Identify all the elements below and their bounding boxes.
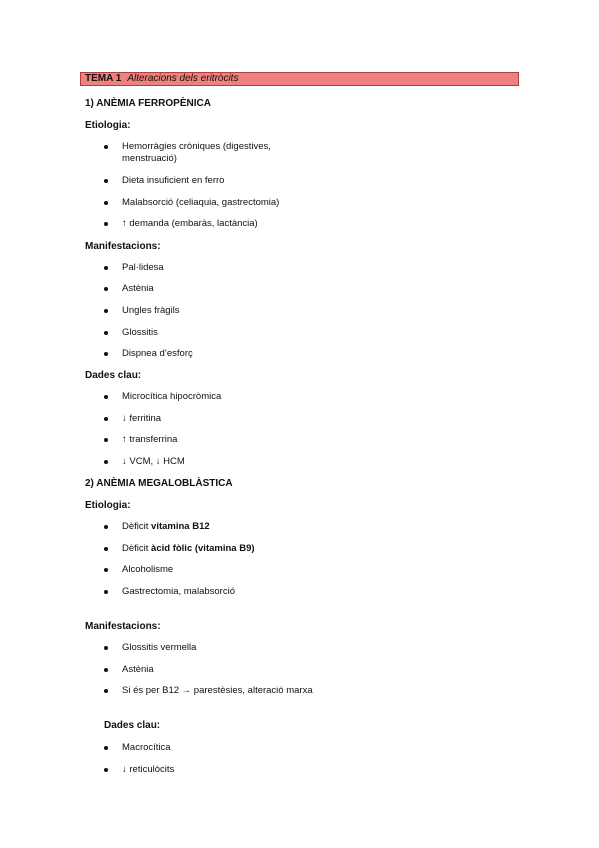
bullet-icon <box>104 145 108 149</box>
bullet-icon <box>104 689 108 693</box>
bullet-icon <box>104 768 108 772</box>
manifestacions-label: Manifestacions: <box>85 621 161 632</box>
bullet-icon <box>104 309 108 313</box>
bullet-icon <box>104 417 108 421</box>
bullet-icon <box>104 547 108 551</box>
bullet-icon <box>104 668 108 672</box>
bullet-icon <box>104 287 108 291</box>
bullet-icon <box>104 568 108 572</box>
document-page: TEMA 1 Alteracions dels eritròcits 1) ANÈMIA FERROPÈNICA Etiologia: Hemorràgies cròniques (digestives, menstruació) Dieta insuficient en ferro Malabsorció (celiaquia, gastrectomia) ↑ demanda (embaràs, lactància) Manifestacions: Pal·lidesa Astènia Ungles fràgils Glossitis Dispnea d’esforç Dades clau: Microcítica hipocròmica ↓ ferritina ↑ transferrina ↓ VCM, ↓ HCM 2) ANÈMIA MEGALOBLÀSTICA Etiologia: Dèficit vitamina B12 Dèficit àcid fòlic (vitamina B9) Alcoholisme Gastrectomia, malabsorció Manifestacions: Glossitis vermella Astènia Si és per B12 → parestèsies, alteració marxa Dades clau: Macrocítica ↓ reticulòcits <box>0 0 599 848</box>
bullet-icon <box>104 179 108 183</box>
etiologia-label: Etiologia: <box>85 500 131 511</box>
bullet-icon <box>104 525 108 529</box>
bullet-icon <box>104 438 108 442</box>
manifestacions-label: Manifestacions: <box>85 241 161 252</box>
bullet-icon <box>104 646 108 650</box>
bullet-icon <box>104 201 108 205</box>
bullet-icon <box>104 222 108 226</box>
etiologia-label: Etiologia: <box>85 120 131 131</box>
section-heading-megaloblastica: 2) ANÈMIA MEGALOBLÀSTICA <box>85 478 233 489</box>
dades-clau-label: Dades clau: <box>104 720 161 731</box>
topic-number: TEMA 1 <box>85 73 122 84</box>
bullet-icon <box>104 352 108 356</box>
bullet-icon <box>104 395 108 399</box>
section-heading-ferropenica: 1) ANÈMIA FERROPÈNICA <box>85 98 211 109</box>
bullet-icon <box>104 331 108 335</box>
bullet-icon <box>104 590 108 594</box>
dades-clau-label: Dades clau: <box>85 370 142 381</box>
bullet-icon <box>104 746 108 750</box>
topic-banner <box>80 72 519 86</box>
topic-title: Alteracions dels eritròcits <box>127 73 239 84</box>
bullet-icon <box>104 460 108 464</box>
bullet-icon <box>104 266 108 270</box>
